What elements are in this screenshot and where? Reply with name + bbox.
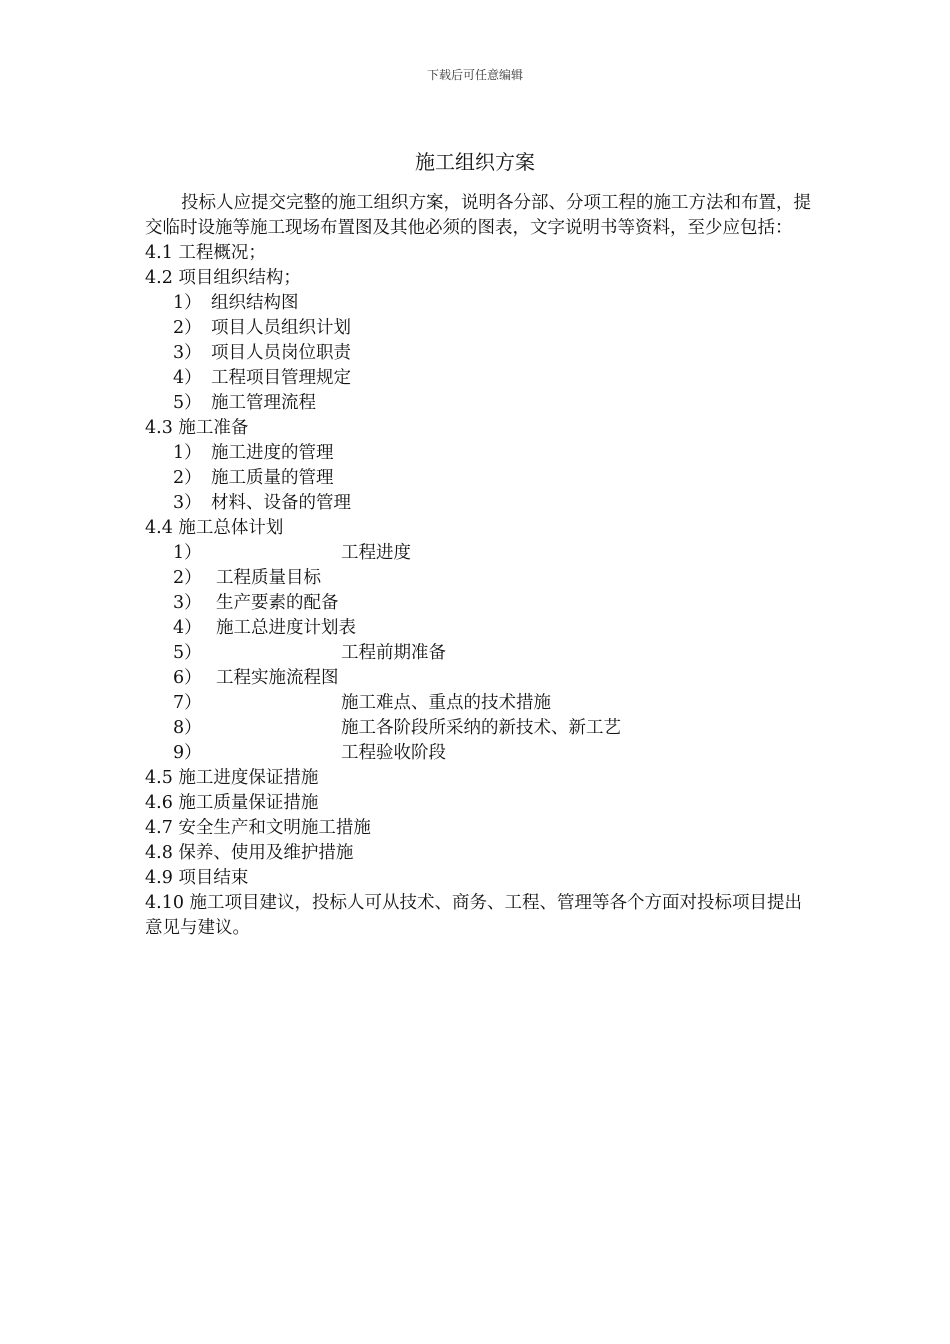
item-text: 材料、设备的管理 xyxy=(211,493,351,513)
section-4-5: 4.5 施工进度保证措施 xyxy=(145,768,319,788)
document-body xyxy=(145,191,817,941)
list-item xyxy=(145,391,817,416)
item-text: 施工各阶段所采纳的新技术、新工艺 xyxy=(341,718,621,738)
section-4-4: 4.4 施工总体计划 xyxy=(145,518,284,538)
section-4-10: 4.10 施工项目建议，投标人可从技术、商务、工程、管理等各个方面对投标项目提出意见与建议。 xyxy=(145,893,803,938)
section-4-3: 4.3 施工准备 xyxy=(145,418,249,438)
list-item xyxy=(145,541,817,566)
item-text: 生产要素的配备 xyxy=(216,593,339,613)
list-item xyxy=(145,666,817,691)
section-4-1: 4.1 工程概况； xyxy=(145,243,266,263)
item-number: 2） xyxy=(173,318,202,338)
list-item xyxy=(145,291,817,316)
item-text: 项目人员组织计划 xyxy=(211,318,351,338)
item-text: 工程前期准备 xyxy=(341,643,446,663)
item-number: 1） xyxy=(173,293,202,313)
item-text: 项目人员岗位职责 xyxy=(211,343,351,363)
item-number: 6） xyxy=(173,668,202,688)
intro-paragraph: 投标人应提交完整的施工组织方案，说明各分部、分项工程的施工方法和布置，提交临时设施等施工现场布置图及其他必须的图表，文字说明书等资料，至少应包括： xyxy=(145,193,811,238)
item-text: 工程验收阶段 xyxy=(341,743,446,763)
item-number: 7） xyxy=(173,693,202,713)
section-4-2: 4.2 项目组织结构； xyxy=(145,268,301,288)
item-number: 2） xyxy=(173,468,202,488)
item-text: 工程实施流程图 xyxy=(216,668,339,688)
list-item xyxy=(145,341,817,366)
item-text: 工程进度 xyxy=(341,543,411,563)
item-text: 施工难点、重点的技术措施 xyxy=(341,693,551,713)
item-number: 2） xyxy=(173,568,202,588)
item-text: 组织结构图 xyxy=(211,293,299,313)
list-item xyxy=(145,466,817,491)
section-4-6: 4.6 施工质量保证措施 xyxy=(145,793,319,813)
header-note: 下载后可任意编辑 xyxy=(426,68,523,82)
item-text: 施工管理流程 xyxy=(211,393,316,413)
list-item xyxy=(145,741,817,766)
list-item xyxy=(145,691,817,716)
item-number: 4） xyxy=(173,618,202,638)
item-number: 9） xyxy=(173,743,202,763)
item-number: 4） xyxy=(173,368,202,388)
item-number: 3） xyxy=(173,493,202,513)
item-text: 施工进度的管理 xyxy=(211,443,334,463)
list-item xyxy=(145,566,817,591)
item-number: 1） xyxy=(173,543,202,563)
item-text: 工程项目管理规定 xyxy=(211,368,351,388)
list-item xyxy=(145,316,817,341)
list-item xyxy=(145,366,817,391)
item-number: 1） xyxy=(173,443,202,463)
item-number: 3） xyxy=(173,593,202,613)
item-text: 施工总进度计划表 xyxy=(216,618,356,638)
item-number: 8） xyxy=(173,718,202,738)
list-item xyxy=(145,616,817,641)
item-number: 5） xyxy=(173,643,202,663)
item-number: 5） xyxy=(173,393,202,413)
item-text: 工程质量目标 xyxy=(216,568,321,588)
section-4-8: 4.8 保养、使用及维护措施 xyxy=(145,843,354,863)
item-text: 施工质量的管理 xyxy=(211,468,334,488)
list-item xyxy=(145,441,817,466)
list-item xyxy=(145,641,817,666)
list-item xyxy=(145,491,817,516)
section-4-7: 4.7 安全生产和文明施工措施 xyxy=(145,818,371,838)
item-number: 3） xyxy=(173,343,202,363)
section-4-9: 4.9 项目结束 xyxy=(145,868,249,888)
document-title: 施工组织方案 xyxy=(415,150,535,174)
list-item xyxy=(145,591,817,616)
list-item xyxy=(145,716,817,741)
